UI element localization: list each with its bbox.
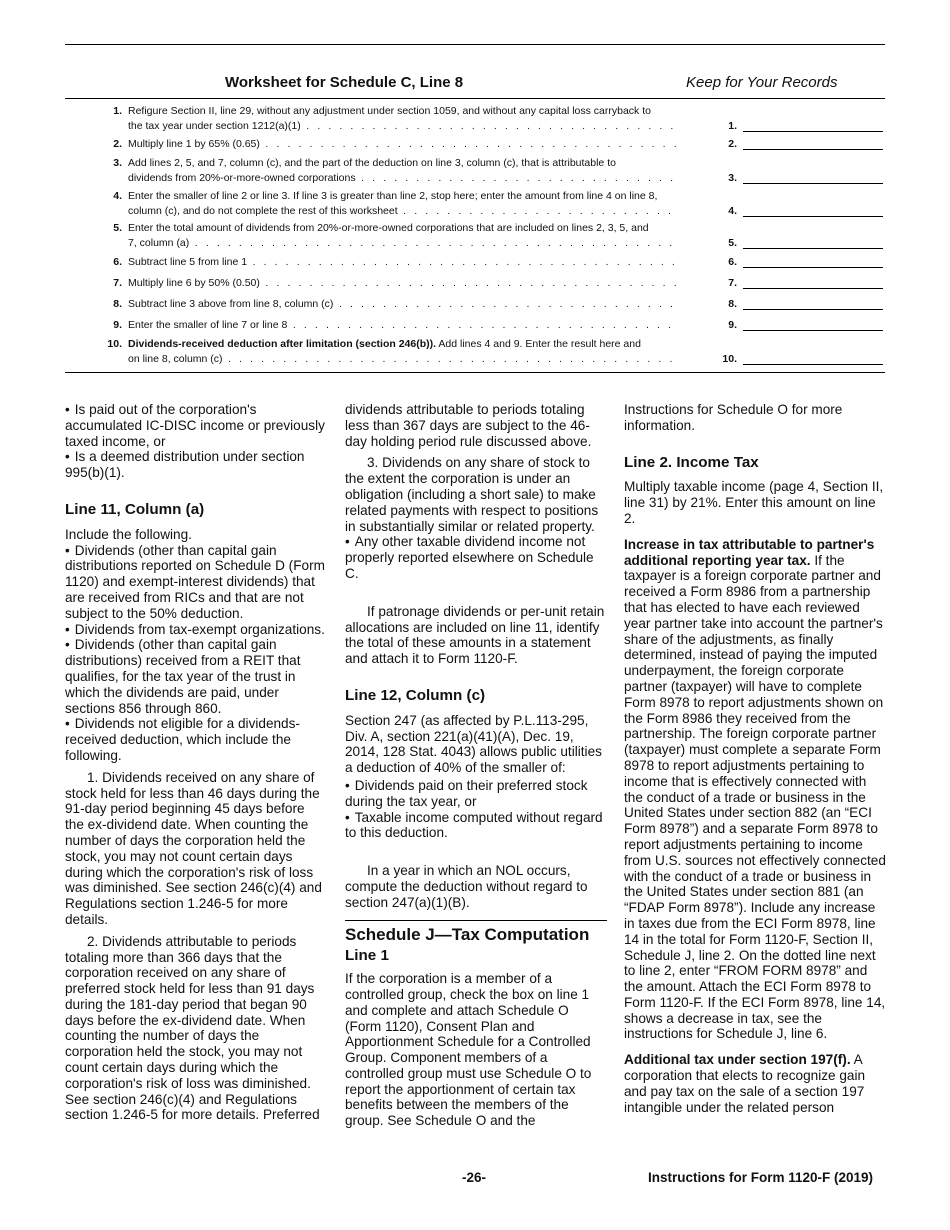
row-text [128,276,676,291]
worksheet-row [90,189,885,219]
worksheet-row [90,221,885,251]
entry-blank [743,183,883,184]
row-text [128,137,676,152]
row-text-line2 [128,119,676,134]
bullet-item: • Dividends not eligible for a dividends-received deduction, which include the following. [65,716,325,763]
row-text-line1-value: Multiply line 6 by 50% (0.50) [128,277,260,289]
entry-blank [743,149,883,150]
entry-blank [743,330,883,331]
entry-number: 6. [728,256,737,268]
heading-line-12: Line 12, Column (c) [345,686,486,704]
row-number: 4. [113,190,122,202]
row-text-bold: Dividends-received deduction after limitation (section 246(b)). [128,338,437,350]
row-number: 10. [107,338,122,350]
paragraph-rest: A corporation that elects to recognize gain and pay tax on the sale of a section 197 intangible under the related person [624,1052,866,1115]
paragraph-lead-bold: Additional tax under section 197(f). [624,1052,851,1068]
entry-line-2[interactable] [715,137,885,152]
row-text-line1: Refigure Section II, line 29, without any adjustment under section 1059, and without any capital loss carryback to [128,105,651,117]
entry-number: 9. [728,319,737,331]
row-text [128,318,676,333]
worksheet-row [90,318,885,333]
entry-line-9[interactable] [715,318,885,333]
entry-blank [743,288,883,289]
row-text [128,104,676,134]
entry-number: 3. [728,172,737,184]
worksheet-row [90,137,885,152]
row-number: 7. [113,277,122,289]
row-text-line1 [128,276,676,291]
column-1 [65,402,325,1123]
row-text-line2-value: 7, column (a) [128,237,190,249]
entry-line-3[interactable] [715,171,885,186]
worksheet-rule-top [65,98,885,99]
worksheet-rule-bottom [65,372,885,373]
row-number: 9. [113,319,122,331]
heading-schedule-j: Schedule J—Tax Computation [345,924,590,944]
entry-line-6[interactable] [715,255,885,270]
entry-blank [743,309,883,310]
paragraph: Multiply taxable income (page 4, Section II, line 31) by 21%. Enter this amount on line 2. [624,479,884,526]
entry-line-7[interactable] [715,276,885,291]
paragraph: If patronage dividends or per-unit retain allocations are included on line 11, identify the total of these amounts in a statement and attach it to Form 1120-F. [345,603,605,667]
row-text [128,255,676,270]
paragraph: Include the following. [65,526,192,542]
bullet-item: • Dividends (other than capital gain distributions reported on Schedule D (Form 1120) and exempt-interest dividends) that are received from RICs and that are not subject to the 50% deduction. [65,543,325,622]
row-text-line1: Add lines 2, 5, and 7, column (c), and the part of the deduction on line 3, column (c), that is attributable to [128,157,616,169]
paragraph: 1. Dividends received on any share of stock held for less than 46 days during the 91-day period beginning 45 days before the ex-dividend date. When counting the number of days the corporation held the stock, you may not count certain days during which the corporation's risk of loss was diminished. See section 246(c)(4) and Regulations section 1.246-5 for more details. [65,769,322,927]
paragraph: In a year in which an NOL occurs, compute the deduction without regard to section 247(a)(1)(B). [345,863,588,910]
entry-number: 10. [722,353,737,365]
row-text-line2-value: the tax year under section 1212(a)(1) [128,120,301,132]
entry-line-5[interactable] [715,236,885,251]
heading-line-11: Line 11, Column (a) [65,500,205,518]
worksheet-row [90,337,885,367]
row-text-line1: Enter the total amount of dividends from 20%-or-more-owned corporations that are included on lines 2, 3, 5, and [128,222,649,234]
row-text-line2-value: dividends from 20%-or-more-owned corporations [128,172,356,184]
section-rule [345,920,607,921]
row-text-line2 [128,236,676,251]
row-text [128,156,676,186]
row-text-line1 [128,255,676,270]
worksheet-row [90,255,885,270]
row-text [128,221,676,251]
row-text-line1-value: Enter the smaller of line 7 or line 8 [128,319,288,331]
paragraph: 3. Dividends on any share of stock to the extent the corporation is under an obligation (including a short sale) to make related payments with respect to positions in substantially similar or related property. [345,455,599,534]
entry-number: 8. [728,298,737,310]
row-number: 1. [113,105,122,117]
row-text-rest: Add lines 4 and 9. Enter the result here and [436,338,641,350]
heading-line-1: Line 1 [345,947,389,965]
worksheet-row [90,276,885,291]
row-text-line2-value: column (c), and do not complete the rest of this worksheet [128,205,398,217]
row-number: 6. [113,256,122,268]
row-number: 8. [113,298,122,310]
paragraph [624,1052,886,1115]
row-text-line1 [128,318,676,333]
entry-blank [743,216,883,217]
row-number: 2. [113,138,122,150]
row-text-line2 [128,171,676,186]
form-title-footer: Instructions for Form 1120-F (2019) [648,1170,874,1185]
row-text-line1 [128,137,676,152]
bullet-item: • Taxable income computed without regard to this deduction. [345,810,607,842]
entry-blank [743,364,883,365]
column-2 [345,402,607,1129]
row-text-line1 [128,297,676,312]
entry-number: 4. [728,205,737,217]
paragraph-lead-bold: Increase in tax attributable to partner's additional reporting year tax. [624,536,875,568]
entry-number: 7. [728,277,737,289]
row-text-line1-value: Subtract line 5 from line 1 [128,256,248,268]
row-number: 5. [113,222,122,234]
row-text-line1-value: Subtract line 3 above from line 8, column (c) [128,298,334,310]
entry-line-10[interactable] [715,352,885,367]
worksheet-row [90,104,885,134]
entry-number: 5. [728,237,737,249]
paragraph: dividends attributable to periods totaling less than 367 days are subject to the 46-day holding period rule discussed above. [345,402,592,449]
bullet-item: • Dividends (other than capital gain distributions) received from a REIT that qualifies, for the tax year of the trust in which the dividends are paid, under sections 856 through 860. [65,637,325,716]
row-text [128,337,676,367]
column-3 [624,402,886,1115]
worksheet-row [90,297,885,312]
worksheet-title: Worksheet for Schedule C, Line 8 [225,74,464,91]
bullet-item: • Dividends from tax-exempt organizations. [65,622,325,638]
bullet-item: • Is a deemed distribution under section 995(b)(1). [65,449,325,481]
paragraph: Section 247 (as affected by P.L.113-295, Div. A, section 221(a)(41)(A), Dec. 19, 2014, 128 Stat. 4043) allows public utilities a deduction of 40% of the smaller of: [345,712,602,776]
heading-line-2: Line 2. Income Tax [624,453,759,471]
page-number: -26- [462,1170,487,1185]
worksheet-row [90,156,885,186]
row-text-line1-value: Multiply line 1 by 65% (0.65) [128,138,260,150]
row-text [128,297,676,312]
paragraph: 2. Dividends attributable to periods totaling more than 366 days that the corporation received on any share of preferred stock held for less than 91 days during the 181-day period that began 90 days before the ex-dividend date. When counting the number of days the corporation held the stock, you may not count certain days during which the corporation's risk of loss was diminished. See section 246(c)(4) and Regulations section 1.246-5 for more details. Preferred [65,933,320,1123]
entry-blank [743,267,883,268]
row-text-line2 [128,204,676,219]
row-text-line1: Enter the smaller of line 2 or line 3. If line 3 is greater than line 2, stop here; enter the amount from line 4 on line 8, [128,190,658,202]
top-rule [65,44,885,45]
worksheet-keep-note: Keep for Your Records [686,74,838,91]
bullet-item: • Dividends paid on their preferred stock during the tax year, or [345,778,607,810]
paragraph: If the corporation is a member of a controlled group, check the box on line 1 and complete and attach Schedule O (Form 1120), Consent Plan and Apportionment Schedule for a Controlled Group. Component members of a controlled group must use Schedule O to report the apportionment of certain tax benefits between the members of the group. See Schedule O and the [345,971,592,1129]
paragraph: Instructions for Schedule O for more information. [624,402,843,433]
entry-number: 2. [728,138,737,150]
bullet-item: • Is paid out of the corporation's accumulated IC-DISC income or previously taxed income, or [65,402,325,449]
row-text-line1 [128,337,676,352]
entry-line-1[interactable] [715,119,885,134]
entry-blank [743,131,883,132]
paragraph-rest: If the taxpayer is a foreign corporate partner and received a Form 8986 from a partnership that has elected to have each reviewed year partner take into account the partner's share of the adjustments, as finally determined, instead of paying the imputed underpayment, the foreign corporate partner (taxpayer) will have to complete Form 8978 to report adjustments shown on the Form 8986 they received from the partnership. The foreign corporate partner (taxpayer) must complete a separate Form 8978 to report adjustments pertaining to income that is effectively connected with the conduct of a trade or business in the United States under section 882 (an “ECI Form 8978”) and a separate Form 8978 to report adjustments pertaining to income from U.S. sources not effectively connected with the conduct of a trade or business in the United States under section 881 (an “FDAP Form 8978”). Include any increase in taxes due from the ECI Form 8978, line 14 in the total for Form 1120-F, Section II, Schedule J, line 2. On the dotted line next to line 2, enter “FROM FORM 8978” and the amount. Attach the ECI Form 8978 to Form 1120-F. If the ECI Form 8978, line 14, shows a decrease in tax, see the instructions for Schedule J, line 6. [624,552,886,1042]
row-text-line2 [128,352,676,367]
paragraph [624,537,886,1043]
entry-line-8[interactable] [715,297,885,312]
row-text [128,189,676,219]
entry-line-4[interactable] [715,204,885,219]
entry-number: 1. [728,120,737,132]
row-text-line2-value: on line 8, column (c) [128,353,223,365]
entry-blank [743,248,883,249]
bullet-item: • Any other taxable dividend income not properly reported elsewhere on Schedule C. [345,534,607,581]
row-number: 3. [113,157,122,169]
